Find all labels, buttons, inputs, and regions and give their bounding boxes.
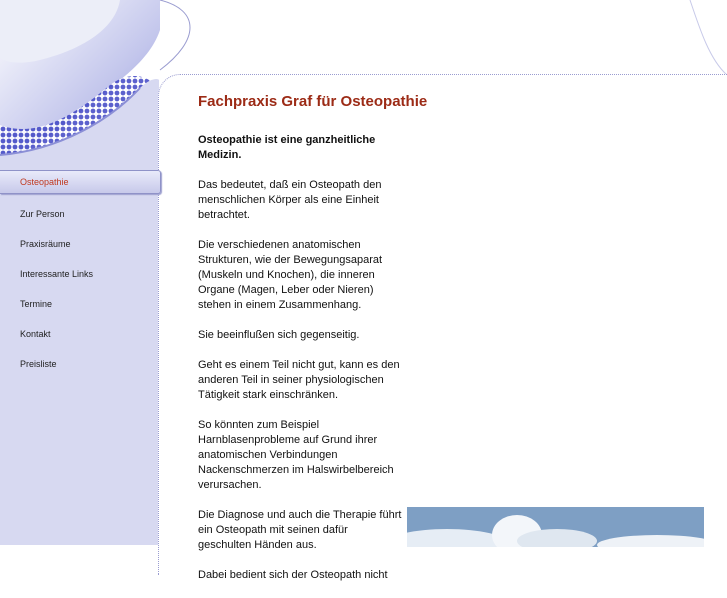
- page-title: Fachpraxis Graf für Osteopathie: [198, 93, 428, 110]
- main-text: [198, 133, 403, 598]
- sky-photo: [407, 507, 704, 547]
- nav-item-preisliste[interactable]: Preisliste: [20, 359, 57, 369]
- nav-item-termine[interactable]: Termine: [20, 299, 53, 309]
- nav-item-osteopathie[interactable]: Osteopathie: [0, 170, 161, 194]
- paragraph: Das bedeutet, daß ein Osteopath den menschlichen Körper als eine Einheit betrachtet.: [198, 179, 382, 221]
- nav-item-praxisraeume[interactable]: Praxisräume: [20, 239, 71, 249]
- paragraph: Sie beeinflußen sich gegenseitig.: [198, 329, 360, 341]
- paragraph: Geht es einem Teil nicht gut, kann es den anderen Teil in seiner physiologischen Tätigkeit stark einschränken.: [198, 359, 400, 401]
- nav-item-zur-person[interactable]: Zur Person: [20, 209, 65, 219]
- paragraph: Die verschiedenen anatomischen Strukturen, wie der Bewegungsaparat (Muskeln und Knochen), die inneren Organe (Magen, Leber oder Nieren) stehen in einem Zusammenhang.: [198, 239, 383, 311]
- paragraph: Die Diagnose und auch die Therapie führt ein Osteopath mit seinen dafür geschulten Händen aus.: [198, 509, 402, 551]
- paragraph: So könnten zum Beispiel Harnblasenprobleme auf Grund ihrer anatomischen Verbindungen Nackenschmerzen im Halswirbelbereich verursachen.: [198, 419, 394, 491]
- paragraph: Dabei bedient sich der Osteopath nicht: [198, 569, 388, 581]
- lead-paragraph: Osteopathie ist eine ganzheitliche Medizin.: [198, 134, 376, 161]
- nav-item-kontakt[interactable]: Kontakt: [20, 329, 51, 339]
- sidebar-nav: [0, 170, 162, 382]
- nav-item-interessante-links[interactable]: Interessante Links: [20, 269, 94, 279]
